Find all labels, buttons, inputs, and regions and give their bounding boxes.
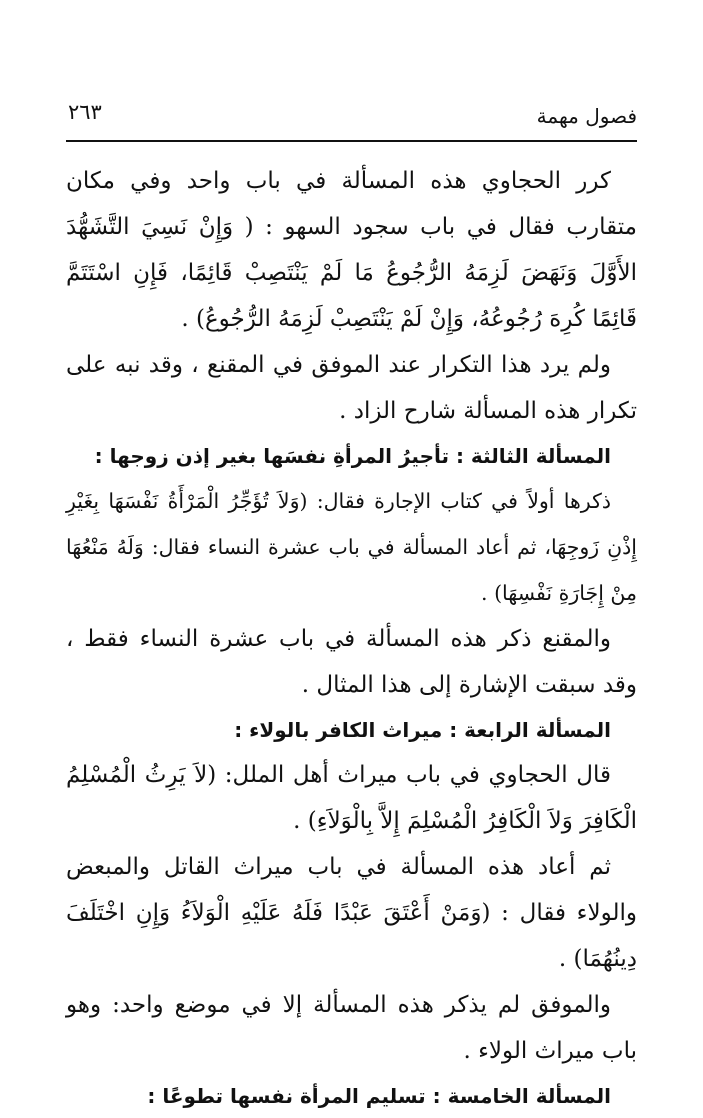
page-body [66, 158, 637, 1118]
running-title: فصول مهمة [536, 104, 637, 128]
section-heading-3: المسألة الثالثة : تأجيرُ المرأةِ نفسَها بغير إذن زوجها : [94, 444, 611, 468]
section-heading-4: المسألة الرابعة : ميراث الكافر بالولاء : [234, 718, 611, 742]
page-number: ٢٦٣ [68, 100, 102, 124]
paragraph-5: قال الحجاوي في باب ميراث أهل الملل: (لاَ يَرِثُ الْمُسْلِمُ الْكَافِرَ وَلاَ الْكَافِرُ الْمُسْلِمَ إِلاَّ بِالْوَلاَءِ) . [66, 762, 637, 834]
paragraph-3: ذكرها أولاً في كتاب الإجارة فقال: (وَلاَ تُؤَجِّرُ الْمَرْأَةُ نَفْسَهَا بِغَيْرِ إِذْنِ زَوجِهَا، ثم أعاد المسألة في باب عشرة النساء فقال: وَلَهُ مَنْعُهَا مِنْ إِجَارَةِ نَفْسِهَا) . [66, 489, 637, 605]
section-heading-5: المسألة الخامسة : تسليم المرأة نفسها تطوعًا : [147, 1084, 611, 1108]
paragraph-7: والموفق لم يذكر هذه المسألة إلا في موضع واحد: وهو باب ميراث الولاء . [66, 992, 637, 1064]
paragraph-1: كرر الحجاوي هذه المسألة في باب واحد وفي مكان متقارب فقال في باب سجود السهو : ( وَإِنْ نَسِيَ التَّشَهُّدَ الأَوَّلَ وَنَهَضَ لَزِمَهُ الرُّجُوعُ مَا لَمْ يَنْتَصِبْ قَائِمًا، فَإِنِ اسْتَتَمَّ قَائِمًا كُرِهَ رُجُوعُهُ، وَإِنْ لَمْ يَنْتَصِبْ لَزِمَهُ الرُّجُوعُ) . [66, 168, 637, 332]
paragraph-4: والمقنع ذكر هذه المسألة في باب عشرة النساء فقط ، وقد سبقت الإشارة إلى هذا المثال . [66, 626, 637, 698]
page-header [66, 100, 637, 142]
paragraph-2: ولم يرد هذا التكرار عند الموفق في المقنع ، وقد نبه على تكرار هذه المسألة شارح الزاد . [66, 352, 637, 424]
paragraph-6: ثم أعاد هذه المسألة في باب ميراث القاتل والمبعض والولاء فقال : (وَمَنْ أَعْتَقَ عَبْدًا فَلَهُ عَلَيْهِ الْوَلاَءُ وَإِنِ اخْتَلَفَ دِينُهُمَا) . [66, 854, 637, 972]
